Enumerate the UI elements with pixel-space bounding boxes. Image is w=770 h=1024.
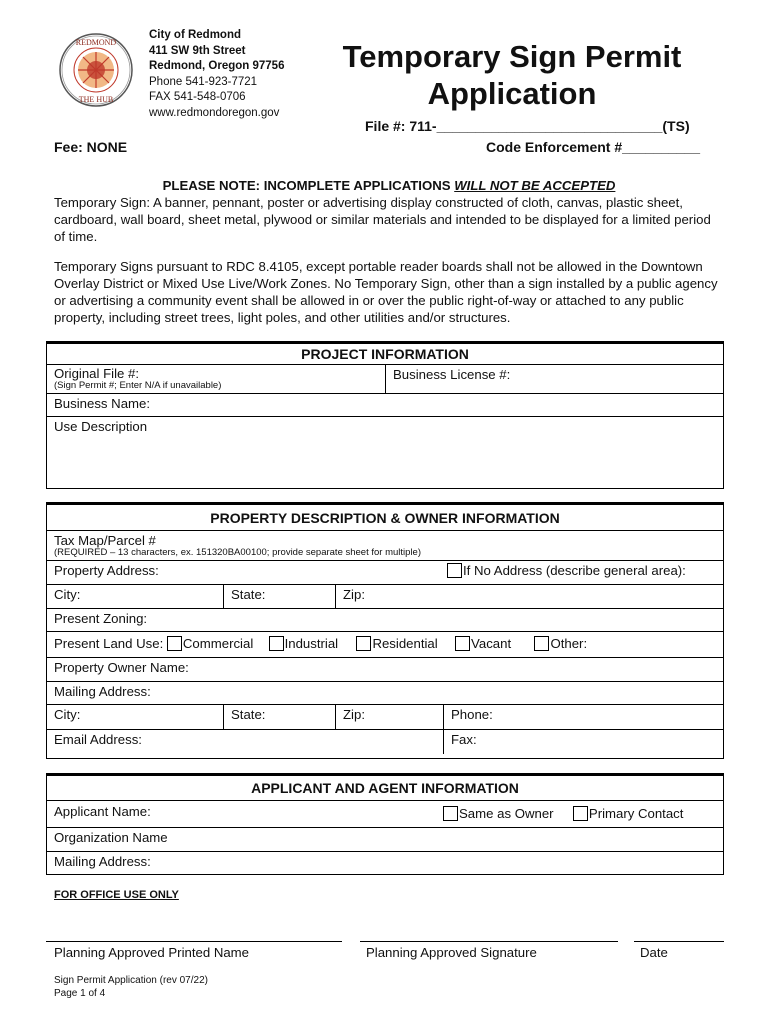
form-revision: Sign Permit Application (rev 07/22) bbox=[54, 975, 208, 986]
notice-title bbox=[54, 177, 724, 194]
notice-title-emphasis: WILL NOT BE ACCEPTED bbox=[454, 178, 616, 193]
other-checkbox[interactable] bbox=[534, 636, 549, 651]
date-line[interactable] bbox=[634, 941, 724, 960]
zip-label: Zip: bbox=[343, 587, 365, 602]
date-label: Date bbox=[640, 945, 668, 960]
owner-mailing-address-field[interactable] bbox=[47, 682, 723, 705]
owner-phone-label: Phone: bbox=[451, 707, 493, 722]
notice-title-text: PLEASE NOTE: INCOMPLETE APPLICATIONS bbox=[162, 178, 455, 193]
residential-checkbox[interactable] bbox=[356, 636, 371, 651]
owner-city-field[interactable] bbox=[47, 705, 223, 729]
owner-city-state-zip-phone-row bbox=[47, 705, 723, 730]
land-use-label: Present Land Use: bbox=[54, 636, 164, 651]
city-seal-logo bbox=[58, 32, 134, 108]
project-section-title: PROJECT INFORMATION bbox=[47, 344, 723, 365]
city-field[interactable] bbox=[47, 585, 223, 608]
tax-map-label: Tax Map/Parcel # bbox=[54, 533, 156, 548]
owner-zip-field[interactable] bbox=[335, 705, 443, 729]
applicant-options bbox=[443, 801, 723, 827]
same-as-owner-checkbox[interactable] bbox=[443, 806, 458, 821]
business-license-field[interactable] bbox=[385, 365, 723, 393]
address-line-1: 411 SW 9th Street bbox=[149, 44, 246, 57]
applicant-mailing-address-label: Mailing Address: bbox=[54, 854, 151, 869]
file-number-field[interactable]: File #: 711-_____________________________(TS) bbox=[365, 118, 690, 134]
business-name-field[interactable] bbox=[47, 394, 723, 417]
organization-name-label: Organization Name bbox=[54, 830, 168, 845]
present-zoning-label: Present Zoning: bbox=[54, 611, 148, 626]
owner-mailing-address-label: Mailing Address: bbox=[54, 684, 151, 699]
office-use-label: FOR OFFICE USE ONLY bbox=[54, 889, 179, 901]
owner-state-label: State: bbox=[231, 707, 266, 722]
present-land-use-row bbox=[47, 632, 723, 658]
phone-text: Phone 541-923-7721 bbox=[149, 75, 258, 88]
email-fax-row bbox=[47, 730, 723, 754]
commercial-label: Commercial bbox=[182, 636, 254, 651]
original-file-field[interactable] bbox=[47, 365, 385, 393]
city-state-zip-row bbox=[47, 585, 723, 609]
owner-zip-label: Zip: bbox=[343, 707, 365, 722]
city-label: City: bbox=[54, 587, 81, 602]
applicant-agent-section bbox=[46, 773, 724, 875]
original-file-hint: (Sign Permit #; Enter N/A if unavailable) bbox=[54, 380, 222, 391]
applicant-name-field[interactable] bbox=[47, 801, 435, 827]
applicant-section-title: APPLICANT AND AGENT INFORMATION bbox=[47, 776, 723, 801]
fax-label: Fax: bbox=[451, 732, 477, 747]
state-field[interactable] bbox=[223, 585, 335, 608]
original-file-label: Original File #: bbox=[54, 366, 140, 381]
title-line-2: Application bbox=[427, 76, 597, 111]
state-label: State: bbox=[231, 587, 266, 602]
use-description-field[interactable] bbox=[47, 417, 723, 488]
email-label: Email Address: bbox=[54, 732, 142, 747]
temporary-sign-rule: Temporary Signs pursuant to RDC 8.4105, except portable reader boards shall not be allowed in the Downtown Overlay District or Mixed Use Live/Work Zones. No Temporary Sign, other than a sign installed by a public agency or advertising a community event shall be allowed in or over the public right-of-way or attached to any public property, including street trees, light poles, and other utilities and/or structures. bbox=[54, 259, 718, 325]
contact-block bbox=[149, 28, 284, 121]
code-enforcement-field[interactable]: Code Enforcement #__________ bbox=[486, 139, 700, 155]
tax-map-field[interactable] bbox=[47, 531, 723, 561]
fee-text: Fee: NONE bbox=[54, 139, 128, 155]
address-line-2: Redmond, Oregon 97756 bbox=[149, 60, 285, 72]
industrial-label: Industrial bbox=[284, 636, 339, 651]
owner-name-label: Property Owner Name: bbox=[54, 660, 189, 675]
no-address-label: If No Address (describe general area): bbox=[463, 563, 686, 578]
signature-line[interactable] bbox=[360, 941, 618, 960]
owner-phone-field[interactable] bbox=[443, 705, 723, 729]
org-name: City of Redmond bbox=[149, 29, 241, 41]
signature-label: Planning Approved Signature bbox=[366, 945, 537, 960]
property-address-row bbox=[47, 561, 723, 585]
printed-name-line[interactable] bbox=[46, 941, 342, 960]
temporary-sign-definition: Temporary Sign: A banner, pennant, poster or advertising display constructed of cloth, canvas, plastic sheet, cardboard, wall board, sheet metal, plywood or similar materials and intended to be displayed for a limited period of time. bbox=[54, 195, 711, 244]
property-section-title: PROPERTY DESCRIPTION & OWNER INFORMATION bbox=[47, 505, 723, 531]
vacant-label: Vacant bbox=[471, 636, 512, 651]
present-zoning-field[interactable] bbox=[47, 609, 723, 632]
vacant-checkbox[interactable] bbox=[455, 636, 470, 651]
title-line-1: Temporary Sign Permit bbox=[342, 39, 682, 74]
same-as-owner-label: Same as Owner bbox=[459, 806, 554, 821]
primary-contact-label: Primary Contact bbox=[588, 806, 684, 821]
industrial-checkbox[interactable] bbox=[269, 636, 284, 651]
no-address-checkbox[interactable] bbox=[447, 563, 462, 578]
notice-block bbox=[54, 177, 724, 245]
owner-city-label: City: bbox=[54, 707, 81, 722]
property-address-label: Property Address: bbox=[54, 563, 159, 578]
applicant-name-row bbox=[47, 801, 723, 828]
svg-text:THE HUB: THE HUB bbox=[78, 95, 114, 104]
original-file-row bbox=[47, 365, 723, 394]
page-number: Page 1 of 4 bbox=[54, 988, 106, 999]
no-address-field[interactable] bbox=[443, 561, 723, 584]
applicant-name-label: Applicant Name: bbox=[54, 804, 151, 819]
fax-text: FAX 541-548-0706 bbox=[149, 91, 246, 103]
project-information-section bbox=[46, 341, 724, 489]
page-title bbox=[322, 38, 702, 112]
business-name-label: Business Name: bbox=[54, 396, 151, 411]
svg-text:REDMOND: REDMOND bbox=[75, 38, 117, 47]
tax-map-hint: (REQUIRED – 13 characters, ex. 151320BA00100; provide separate sheet for multiple) bbox=[54, 547, 421, 558]
page-footer bbox=[54, 974, 208, 1000]
primary-contact-checkbox[interactable] bbox=[573, 806, 588, 821]
residential-label: Residential bbox=[372, 636, 438, 651]
commercial-checkbox[interactable] bbox=[167, 636, 182, 651]
fax-field[interactable] bbox=[443, 730, 723, 754]
owner-name-field[interactable] bbox=[47, 658, 723, 682]
applicant-mailing-address-field[interactable] bbox=[47, 852, 723, 875]
other-label: Other: bbox=[550, 636, 588, 651]
property-address-field[interactable] bbox=[47, 561, 443, 584]
website-link[interactable]: www.redmondoregon.gov bbox=[149, 106, 280, 119]
zip-field[interactable] bbox=[335, 585, 443, 608]
business-license-label: Business License #: bbox=[393, 367, 511, 382]
owner-state-field[interactable] bbox=[223, 705, 335, 729]
email-field[interactable] bbox=[47, 730, 443, 754]
property-description-section bbox=[46, 502, 724, 759]
organization-name-field[interactable] bbox=[47, 828, 723, 852]
printed-name-label: Planning Approved Printed Name bbox=[54, 945, 250, 960]
use-description-label: Use Description bbox=[54, 419, 148, 434]
